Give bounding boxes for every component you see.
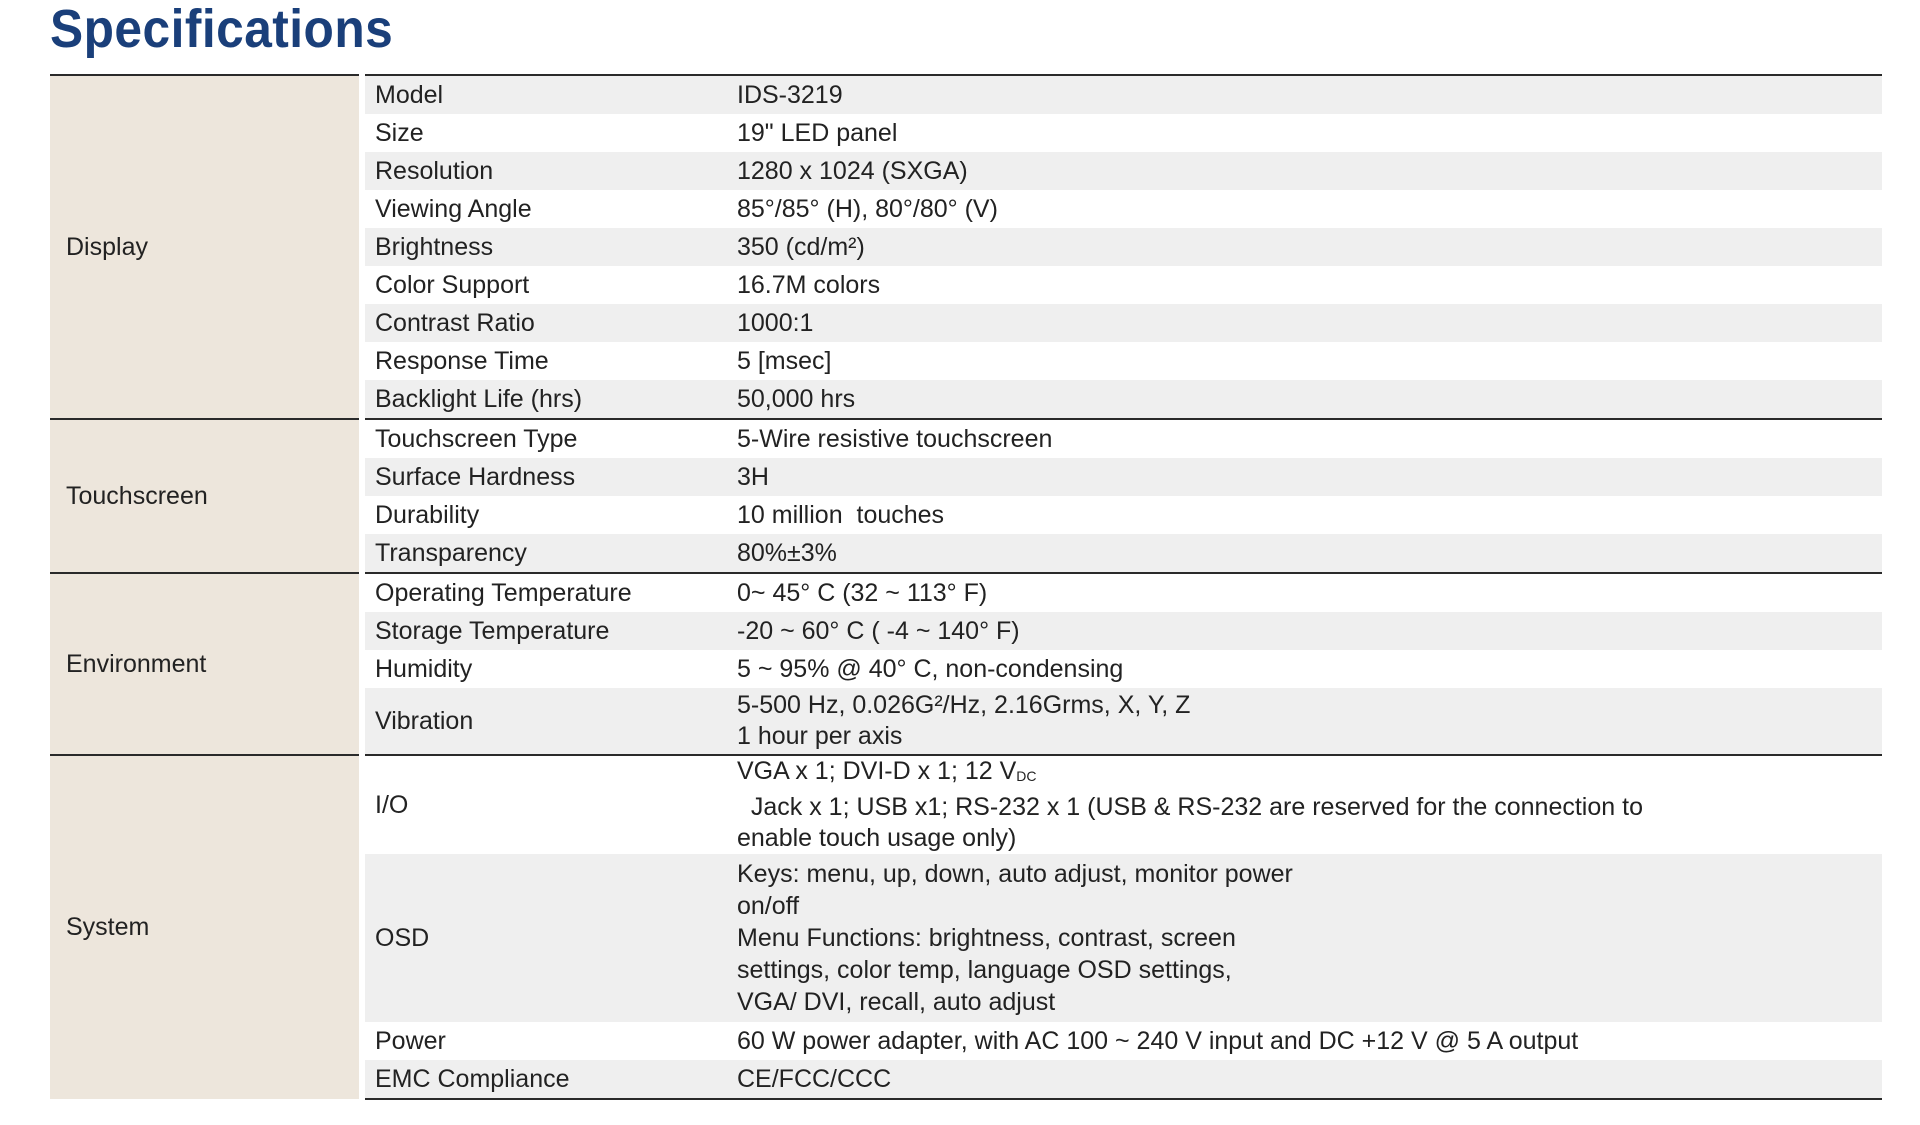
category-system: System [50,755,362,1099]
param-value: 5-Wire resistive touchscreen [727,419,1882,458]
param-label: I/O [362,755,727,854]
param-value: 16.7M colors [727,266,1882,304]
param-value: 5 [msec] [727,342,1882,380]
category-environment: Environment [50,573,362,755]
param-value [727,854,1882,1022]
param-label: Vibration [362,688,727,755]
param-value: 1280 x 1024 (SXGA) [727,152,1882,190]
table-row [50,573,1882,612]
param-label: Size [362,114,727,152]
spec-table [50,74,1882,1100]
param-value: CE/FCC/CCC [727,1060,1882,1099]
param-label: Operating Temperature [362,573,727,612]
param-label: EMC Compliance [362,1060,727,1099]
table-row [50,75,1882,114]
value-line: enable touch usage only) [737,824,1017,852]
page-title: Specifications [50,0,394,59]
param-label: Response Time [362,342,727,380]
dc-subscript: DC [1016,768,1037,784]
param-value: -20 ~ 60° C ( -4 ~ 140° F) [727,612,1882,650]
value-text: Jack x 1; USB x1; RS-232 x 1 (USB & RS-232 are reserved for the connection to [737,793,1643,821]
param-label: OSD [362,854,727,1022]
value-line: 1 hour per axis [737,722,903,750]
param-label: Model [362,75,727,114]
param-value: IDS-3219 [727,75,1882,114]
value-line: settings, color temp, language OSD settings, [737,956,1232,984]
param-value: 80%±3% [727,534,1882,573]
table-row [50,419,1882,458]
param-label: Contrast Ratio [362,304,727,342]
param-value: 1000:1 [727,304,1882,342]
param-label: Durability [362,496,727,534]
param-value: 5 ~ 95% @ 40° C, non-condensing [727,650,1882,688]
param-value [727,755,1882,854]
value-text: VGA x 1; DVI-D x 1; 12 V [737,757,1017,785]
param-label: Viewing Angle [362,190,727,228]
value-line: 5-500 Hz, 0.026G²/Hz, 2.16Grms, X, Y, Z [737,691,1191,719]
param-label: Transparency [362,534,727,573]
value-line: VGA/ DVI, recall, auto adjust [737,988,1056,1016]
param-value: 350 (cd/m²) [727,228,1882,266]
value-line [737,756,1872,823]
param-label: Power [362,1022,727,1060]
param-value: 10 million touches [727,496,1882,534]
value-line: Keys: menu, up, down, auto adjust, monitor power [737,860,1293,888]
param-value: 50,000 hrs [727,380,1882,419]
value-line: on/off [737,892,800,920]
category-touchscreen: Touchscreen [50,419,362,573]
param-value: 85°/85° (H), 80°/80° (V) [727,190,1882,228]
param-value [727,688,1882,755]
param-label: Storage Temperature [362,612,727,650]
param-label: Brightness [362,228,727,266]
category-display: Display [50,75,362,419]
param-value: 60 W power adapter, with AC 100 ~ 240 V input and DC +12 V @ 5 A output [727,1022,1882,1060]
param-label: Surface Hardness [362,458,727,496]
param-value: 19" LED panel [727,114,1882,152]
value-line: Menu Functions: brightness, contrast, screen [737,924,1236,952]
table-row [50,755,1882,854]
param-value: 3H [727,458,1882,496]
param-label: Color Support [362,266,727,304]
param-label: Backlight Life (hrs) [362,380,727,419]
param-value: 0~ 45° C (32 ~ 113° F) [727,573,1882,612]
param-label: Touchscreen Type [362,419,727,458]
param-label: Resolution [362,152,727,190]
param-label: Humidity [362,650,727,688]
